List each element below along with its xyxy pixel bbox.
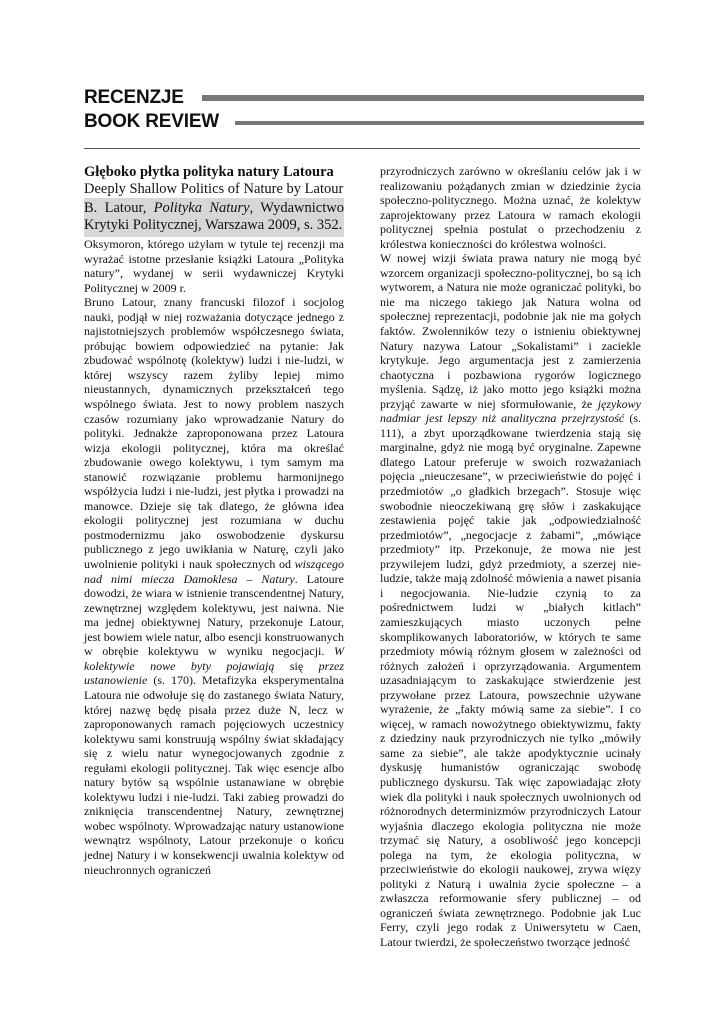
review-title-en: Deeply Shallow Politics of Nature by Latour — [84, 181, 344, 197]
right-column — [380, 164, 641, 950]
section-title-pl: RECENZJE — [84, 87, 184, 108]
italic-run: przez ustanowienie — [84, 658, 344, 688]
section-header — [84, 86, 644, 134]
paragraph: Oksymoron, którego użyłam w tytule tej recenzji ma wyrażać istotne przesłanie książki Latoura „Polityka natury”, wydanej w serii wydawniczej Krytyki Politycznej w 2009 r. — [84, 237, 344, 295]
header-bar-bottom — [235, 121, 644, 125]
italic-run: W kolektywie nowe byty pojawiają — [84, 644, 344, 673]
text-run: Bruno Latour, znany francuski filozof i socjolog nauki, podjął w niej rozważania dotyczące jednego z najistotniejszych problemów współczesnego świata, próbując bowiem odpowiedzieć na pytanie: Jak zbudować wspólnotę (kolektyw) ludzi i nie-ludzi, w której wszyscy razem żyliby lepiej mimo nieustannych, dynamicznych przekształceń tego wspólnego świata. Jest to nowy problem naszych czasów rozumiany jako wprowadzanie Natury do polityki. Jednakże zaproponowana przez Latoura wizja ekologii politycznej, która ma określać zbudowanie owego kolektywu, i tym samym ma stanowić rozwiązanie problemu harmonijnego współżycia ludzi i nie-ludzi, jest płytka i prowadzi na manowce. Dzieje się tak dlatego, że główna idea ekologii politycznej jest rozumiana w duchu postmodernizmu jako oswobodzenie dyskursu publicznego z jego uwikłania w Naturę, czyli jako uwolnienie polityki i nauk społecznych od — [84, 295, 344, 572]
section-title-en: BOOK REVIEW — [84, 111, 220, 132]
biblio-book-title: Polityka Natury — [153, 200, 250, 216]
left-body — [84, 237, 344, 877]
header-divider — [84, 148, 640, 149]
right-body — [380, 164, 641, 950]
biblio-details: , Wydawnictwo Krytyki Politycznej, Warszawa 2009, s. 352. — [84, 200, 344, 233]
text-run: się — [274, 658, 319, 673]
bibliography — [84, 198, 344, 237]
italic-run: wiszącego nad nimi miecza Damoklesa – Natury — [84, 557, 344, 586]
paragraph: przyrodniczych zarówno w określaniu celów jak i w realizowaniu pożądanych zmian w dziedzinie życia społeczno-politycznego. Można uznać, że kolektyw zaprojektowany przez Latoura w ramach ekologii politycznej spełnia postulat o przechodzeniu z królestwa konieczności do królestwa wolności. — [380, 164, 641, 251]
paragraph — [84, 295, 344, 877]
italic-run: językowy nadmiar jest lepszy niż analityczna przejrzystość — [380, 396, 641, 426]
text-run: W nowej wizji świata prawa natury nie mogą być wzorcem organizacji społeczno-politycznej, bo są ich wytworem, a Natura nie może ograniczać polityki, bo nie ma niczego takiego jak Natura wolna od społecznej reprezentacji, podobnie jak nie ma gołych faktów. Zwolenników tezy o istnieniu obiektywnej Natury nazywa Latour „Sokalistami” i zaciekle krytykuje. Jego argumentacja jest z zamierzenia chaotyczna i pozbawiona rygorów logicznego myślenia. Sądzę, iż jako motto jego książki można przyjąć zawarte w niej sformułowanie, że — [380, 251, 641, 411]
biblio-author: B. Latour, — [84, 200, 154, 216]
text-run: (s. 111), a zbyt uporządkowane twierdzenia stają się marginalne, gdyż nie mogą być oryginalne. Zapewne dlatego Latour preferuje w swoich rozważaniach pojęcia „nieuczesane”, w przeciwieństwie do pojęć i przedmiotów „o gładkich brzegach”. Stosuje więc swobodnie nieoczekiwaną grę słów i zaskakujące zestawienia pojęć takie jak „odpowiedzialność przedmiotów”, „negocjacje z żabami”, „mówiące przedmioty” itp. Przekonuje, że mowa nie jest przywilejem ludzi, gdyż przedmioty, a szerzej nie-ludzie, także mają zdolność mówienia a nawet pisania i negocjowania. Nie-ludzie czynią to za pośrednictwem ludzi w „białych kitlach” zamieszkujących miasto uczonych pełne skomplikowanych laboratoriów, w których te same przedmioty mówią różnym głosem w zależności od różnych założeń i oprzyrządowania. Argumentem uzasadniającym to zaskakujące stwierdzenie jest przywołane przez Latoura, powszechnie używane wyrażenie, że „fakty mówią same za siebie”. I co więcej, w ramach nowożytnego obiektywizmu, fakty z dziedziny nauk przyrodniczych nie tylko „mówiły same za siebie”, ale także apodyktycznie ucinały dyskusję humanistów ograniczając swobodę publicznego dyskursu. Tak więc zapowiadając złoty wiek dla polityki i nauk społecznych uwolnionych od różnorodnych determinizmów przyrodniczych Latour wyjaśnia dlaczego ekologia polityczna nie może trzymać się Natury, a osobliwość jego koncepcji polega na tym, że ekologia polityczna, w przeciwieństwie do ekologii naukowej, zrywa więzy polityki z Naturą i uwalnia życie społeczne – a zwłaszcza reformowanie sfery publicznej – od ograniczeń świata zewnętrznego. Podobnie jak Luc Ferry, czyli jego rodak z Uniwersytetu w Caen, Latour twierdzi, że społeczeństwo tworzące jedność — [380, 411, 641, 949]
header-bar-top — [202, 95, 644, 101]
left-column — [84, 164, 344, 877]
text-run: (s. 170). Metafizyka eksperymentalna Latoura nie odwołuje się do zastanego świata Natury, której nazwę będę pisała przez duże N, lecz w zaproponowanych ramach pojęciowych uczestnicy kolektywu sami konstruują wspólny świat składający się z wielu natur wynegocjowanych zgodnie z regułami ekologii politycznej. Tak więc esencje albo natury bytów są wspólnie ustanawiane w obrębie kolektywu ludzi i nie-ludzi. Taki zabieg prowadzi do zniknięcia transcendentnej Natury, zewnętrznej wobec wspólnoty. Wprowadzając natury ustanowione wewnątrz wspólnoty, Latour przekonuje o końcu jednej Natury i w konsekwencji uwalnia kolektyw od nieuchronnych ograniczeń — [84, 673, 344, 877]
text-run: . Latoure dowodzi, że wiara w istnienie transcendentnej Natury, zewnętrznej względem kolektywu, jest naiwna. Nie ma jednej obiektywnej Natury, przekonuje Latour, jest bowiem wiele natur, albo esencji konstruowanych w obrębie kolektywu w wyniku negocjacji. — [84, 571, 344, 659]
paragraph — [380, 251, 641, 949]
review-title-pl: Głęboko płytka polityka natury Latoura — [84, 164, 334, 180]
